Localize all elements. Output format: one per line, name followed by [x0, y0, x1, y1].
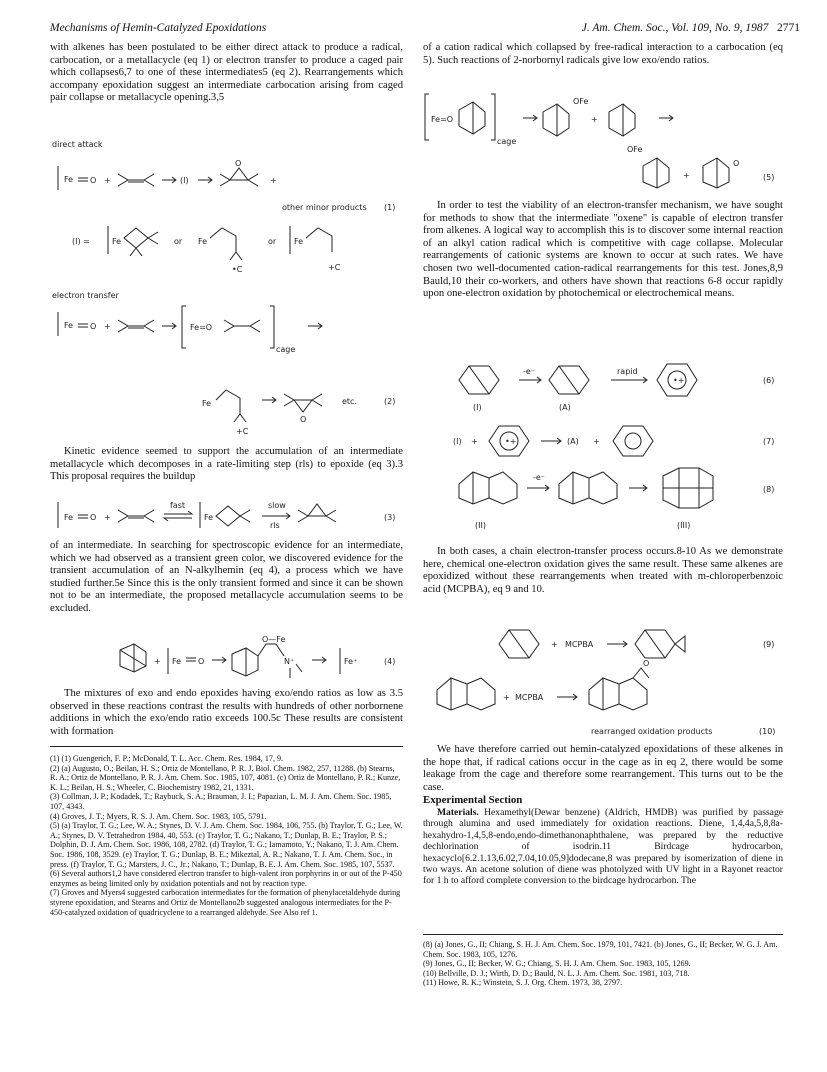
svg-text:MCPBA: MCPBA [515, 693, 544, 702]
svg-text:+: + [104, 513, 111, 522]
right-paragraph-2: In order to test the viability of an electron-transfer mechanism, we have sought for methods to show that the intermediate "oxene" is capable of electron transfer from alkenes. A logical way to accomplish this is to discover some internal reaction of an alkyl cation radical which is competitive with cage collapse. Molecular rearrangements of cationic systems are known to occur at such rates. We have chosen two well-documented cation-radical rearrangements for this test. Jones,8,9 Bauld,10 their co-workers, and others have shown that reactions 6-8 occur rapidly upon one-electron oxidation by photochemical or electrochemical means. [423, 200, 783, 300]
electron-transfer-label: electron transfer [52, 291, 119, 300]
svg-text:(6): (6) [763, 376, 775, 385]
footnote: (1) (1) Guengerich, F. P.; McDonald, T. L. Acc. Chem. Res. 1984, 17, 9. [50, 754, 284, 763]
svg-text:O: O [90, 176, 97, 185]
svg-text:O: O [235, 159, 242, 168]
svg-text:(5): (5) [763, 173, 775, 182]
svg-text:or: or [174, 237, 183, 246]
svg-text:(9): (9) [763, 640, 775, 649]
footnote: (7) Groves and Myers4 suggested carbocation intermediates for the formation of phenylacetaldehyde during styrene epoxidation, and Stearns and Ortiz de Montellano2b suggested analogous intermediates for the P-450-catalyzed oxidation of quadricyclene to a rearranged aldehyde. See Also ref 1. [50, 888, 401, 917]
svg-text:+: + [551, 640, 558, 649]
svg-text:(1): (1) [384, 203, 396, 212]
svg-text:Fe: Fe [172, 657, 182, 666]
svg-text:other minor products: other minor products [282, 203, 367, 212]
eq2-row2 [202, 390, 395, 436]
svg-text:Fe: Fe [64, 175, 74, 184]
scheme-equations-1-2 [50, 138, 403, 438]
svg-text:-e⁻: -e⁻ [533, 473, 546, 482]
footnote-divider-left [50, 746, 403, 747]
diene-II [459, 472, 517, 504]
svg-text:(3): (3) [384, 513, 396, 522]
svg-text:slow: slow [268, 501, 286, 510]
footnote: (9) Jones, G., II; Becker, W. G.; Chiang, S. H. J. Am. Chem. Soc. 1983, 105, 1269. [423, 959, 691, 969]
svg-text:(4): (4) [384, 657, 396, 666]
right-paragraph-1: of a cation radical which collapsed by free-radical interaction to a carbocation (eq 5). Such reactions of 2-norbornyl radicals give low exo/endo ratios. [423, 42, 783, 66]
svg-text:-e⁻: -e⁻ [523, 367, 536, 376]
running-header-title: Mechanisms of Hemin-Catalyzed Epoxidations [50, 22, 267, 34]
right-paragraph-3: In both cases, a chain electron-transfer process occurs.8-10 As we demonstrate here, chemical one-electron oxidation gives the same result. These same alkenes are epoxidized without these rearrangements when treated with m-chloroperbenzoic acid (MCPBA), eq 9 and 10. [423, 546, 783, 595]
svg-text:•+: •+ [673, 376, 685, 385]
svg-text:(A): (A) [567, 437, 579, 446]
svg-text:•C: •C [232, 265, 243, 274]
svg-text:Fe: Fe [202, 399, 212, 408]
svg-text:O—Fe: O—Fe [262, 635, 286, 644]
right-paragraph-4: We have therefore carried out hemin-catalyzed epoxidations of these alkenes in the hope that, if radical cations occur in the cage as in eq 2, there would be some leakage from the cage and therefore some rearrangement. This turns out to be the case. Experimental Section Materials. Hexamethyl(Dewar benzene) (Aldrich, HMDB) was purified by passage through alumina and used immediately for oxidation reactions. Diene, 1,4,4a,5,8,8a-hexahydro-1,4,5,8-endo,endo-dimethanonaphthalene, was prepared by the reductive dechlorination of isodrin.11 Birdcage hydrocarbon, hexacyclo[6.2.1.13,6.02,7.04,10.05,9]dodecane,8 was prepared by isomerization of diene in two ways. An acetone solution of diene was photolyzed with UV light in a Rayonet reactor for 1 h to afford complete conversion to the birdcage hydrocarbon. The [423, 744, 784, 887]
svg-text:+: + [104, 322, 111, 331]
left-paragraph-2: Kinetic evidence seemed to support the accumulation of an intermediate metallacycle which decomposes in a rate-limiting step (rls) to epoxide (eq 3).3 This proposal requires the buildup [50, 446, 403, 483]
svg-text:Fe⁺: Fe⁺ [344, 657, 358, 666]
svg-text:rls: rls [270, 521, 280, 530]
dewar-benzene-I [459, 366, 499, 394]
left-paragraph-3: of an intermediate. In searching for spectroscopic evidence for an intermediate, which we had observed as a transient green color, we discovered evidence for the transient accumulation of an N-alkylhemin (eq 4), a process which we have studied further.5e Since this is the only transient formed and since it can be shown not to be an intermediate, the proposed metallacycle accumulation seems to be excluded. [50, 540, 403, 614]
svg-text:Fe: Fe [198, 237, 208, 246]
footnote: (8) (a) Jones, G., II; Chiang, S. H. J. Am. Chem. Soc. 1979, 101, 7421. (b) Jones, G., II; Becker, W. G. J. Am. Chem. Soc. 1983, 105, 1276. [423, 940, 778, 959]
svg-text:O: O [733, 159, 740, 168]
footnotes-right [423, 940, 783, 988]
footnote: (3) Collman, J. P.; Kodadek, T.; Raybuck, S. A.; Brauman, J. I.; Papazian, L. M. J. Am. Chem. Soc. 1985, 107, 4343. [50, 792, 392, 811]
intermediate-I-structures [72, 226, 341, 274]
svg-text:+: + [154, 657, 161, 666]
svg-text:(I): (I) [473, 403, 482, 412]
scheme-equation-3 [50, 496, 403, 536]
svg-text:(I): (I) [453, 437, 462, 446]
svg-text:+: + [104, 176, 111, 185]
scheme-equation-4 [50, 630, 403, 685]
svg-text:(A): (A) [559, 403, 571, 412]
svg-text:(2): (2) [384, 397, 396, 406]
svg-text:O: O [198, 657, 205, 666]
svg-text:(II): (II) [475, 521, 486, 530]
svg-text:O: O [300, 415, 307, 424]
svg-text:fast: fast [170, 501, 186, 510]
svg-text:rapid: rapid [617, 367, 638, 376]
svg-text:+: + [471, 437, 478, 446]
svg-text:(I) =: (I) = [72, 237, 90, 246]
footnote: (6) Several authors1,2 have considered electron transfer to high-valent iron porphyrins in or out of the P-450 enzymes as being limited only by oxidation potentials and not by reaction type. [50, 869, 402, 888]
svg-text:+C: +C [328, 263, 341, 272]
svg-text:MCPBA: MCPBA [565, 640, 594, 649]
svg-text:(7): (7) [763, 437, 775, 446]
scheme-equations-9-10 [423, 612, 783, 740]
eq1-reactants [58, 159, 277, 190]
svg-text:+: + [683, 171, 690, 180]
footnote-divider-right [423, 934, 783, 935]
svg-text:cage: cage [497, 137, 517, 146]
svg-text:cage: cage [276, 345, 296, 354]
svg-text:(I): (I) [180, 176, 189, 185]
svg-text:O: O [90, 322, 97, 331]
svg-text:O: O [643, 659, 650, 668]
svg-text:rearranged oxidation products: rearranged oxidation products [591, 727, 713, 736]
svg-text:Fe=O: Fe=O [431, 115, 454, 124]
scheme-equation-5 [423, 82, 783, 194]
svg-text:O: O [90, 513, 97, 522]
svg-text:OFe: OFe [573, 97, 589, 106]
scheme-equations-6-8 [423, 352, 783, 542]
direct-attack-label: direct attack [52, 140, 103, 149]
journal-citation: J. Am. Chem. Soc., Vol. 109, No. 9, 1987 [581, 22, 769, 34]
materials-paragraph: Materials. Hexamethyl(Dewar benzene) (Aldrich, HMDB) was purified by passage through alumina and used immediately for oxidation reactions. Diene, 1,4,4a,5,8,8a-hexahydro-1,4,5,8-endo,endo-dimethanonaphthalene, was prepared by the reductive dechlorination of isodrin.11 Birdcage hydrocarbon, hexacyclo[6.2.1.13,6.02,7.04,10.05,9]dodecane,8 was prepared by isomerization of diene in two ways. An acetone solution of diene was photolyzed with UV light in a Rayonet reactor for 1 h to afford complete conversion to the birdcage hydrocarbon. The [423, 806, 784, 887]
svg-text:Fe: Fe [294, 237, 304, 246]
svg-text:Fe=O: Fe=O [190, 323, 213, 332]
footnote: (4) Groves, J. T.; Myers, R. S. J. Am. Chem. Soc. 1983, 105, 5791. [50, 811, 267, 821]
left-paragraph-1: with alkenes has been postulated to be either direct attack to produce a radical, carbocation, or a metallacycle (eq 1) or electron transfer to produce a caged pair which collapses6,7 to one of these intermediates5 (eq 2). Rearrangements which accompany epoxidation suggest an intermediate carbocation arising from caged pair collapse or metallacycle opening.3,5 [50, 42, 403, 104]
svg-text:or: or [268, 237, 277, 246]
footnote: (10) Bellville, D. J.; Wirth, D. D.; Bauld, N. L. J. Am. Chem. Soc. 1981, 103, 718. [423, 968, 690, 978]
svg-text:(8): (8) [763, 485, 775, 494]
section-heading: Experimental Section [423, 794, 523, 807]
birdcage-III [663, 468, 713, 508]
svg-text:(10): (10) [759, 727, 776, 736]
svg-text:N⁺: N⁺ [284, 657, 295, 666]
eq2-row1 [58, 306, 322, 354]
svg-text:•+: •+ [505, 437, 517, 446]
page-number: 2771 [777, 22, 800, 34]
footnote: (11) Howe, R. K.; Winstein, S. J. Org. Chem. 1973, 38, 2797. [423, 978, 623, 988]
left-paragraph-4: The mixtures of exo and endo epoxides having exo/endo ratios as low as 3.5 observed in these reactions contrast the results with hundreds of other norbornene additions in which the exo/endo ratio exceeds 100.5c These results are consistent with formation [50, 688, 403, 737]
svg-text:+: + [503, 693, 510, 702]
footnote: (5) (a) Traylor, T. G.; Lee, W. A.; Stynes, D. V. J. Am. Chem. Soc. 1984, 106, 755. (b) Traylor, T. G.; Lee, W. A.; Stynes, D. V. Tetrahedron 1984, 40, 553. (c) Traylor, T. G.; Nakano, T.; Dunlap, B. E.; Traylor, P. S.; Dolphin, D. J. Am. Chem. Soc. 1986, 108, 2782. (d) Traylor, T. G.; Iamamoto, Y.; Nakano, T. J. Am. Chem. Soc. 1986, 108, 3529. (e) Traylor, T. G.; Dunlap, B. E.; Mikeztal, A. R.; Nakano, T. J. Am. Chem. Soc., in press. (f) Traylor, T. G.; Marsters, J. C., Jr.; Nakano, T.; Dunlap, B. E. J. Am. Chem. Soc. 1985, 107, 5537. [50, 821, 403, 869]
svg-text:+: + [270, 176, 277, 185]
svg-text:+: + [593, 437, 600, 446]
svg-text:etc.: etc. [342, 397, 357, 406]
running-header-journal [470, 22, 800, 34]
svg-text:+C: +C [236, 427, 249, 436]
svg-text:OFe: OFe [627, 145, 643, 154]
svg-text:(III): (III) [677, 521, 691, 530]
svg-text:Fe: Fe [64, 513, 74, 522]
norbornene-structure [120, 644, 146, 672]
svg-text:Fe: Fe [112, 237, 122, 246]
svg-text:Fe: Fe [64, 321, 74, 330]
footnote: (2) (a) Augusto, O.; Beilan, H. S.; Ortiz de Montellano, P. R. J. Biol. Chem. 1982, 257, 11288. (b) Stearns, R. A.; Ortiz de Montellano, P. R. J. Am. Chem. Soc. 1985, 107, 4081. (c) Ortiz de Montellano, P. R.; Kunze, K. L.; Beilan, H. S.; Wheeler, C. Biochemistry 1982, 21, 1331. [50, 763, 401, 792]
svg-text:+: + [591, 115, 598, 124]
footnotes-left [50, 754, 403, 917]
svg-text:Fe: Fe [204, 513, 214, 522]
